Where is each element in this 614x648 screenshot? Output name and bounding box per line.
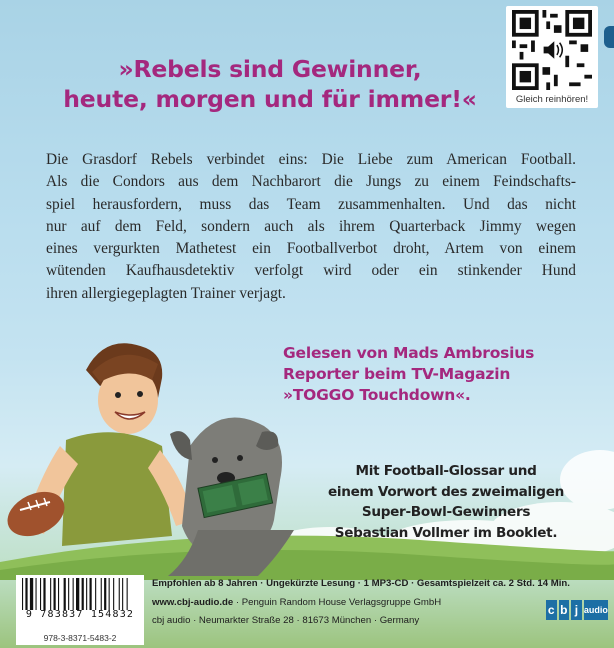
barcode-bar	[40, 578, 41, 610]
logo-audio: audio	[584, 600, 608, 620]
barcode-bar	[82, 578, 84, 610]
barcode-bar	[36, 578, 37, 610]
barcode-bar	[68, 578, 69, 610]
qr-code-block[interactable]	[506, 6, 598, 108]
barcode-bar	[54, 578, 56, 610]
bonus-content-info	[296, 461, 596, 543]
bonus-line: einem Vorwort des zweimaligen	[327, 483, 565, 500]
headline-quote	[40, 54, 500, 114]
bonus-line: Sebastian Vollmer im Booklet.	[334, 524, 558, 541]
barcode-bar	[86, 578, 87, 610]
synopsis-line: ihren allergiegeplagten Trainer verjagt.	[46, 284, 286, 302]
bonus-line: Super-Bowl-Gewinners	[361, 504, 531, 520]
product-details: Empfohlen ab 8 Jahren · Ungekürzte Lesung · 1 MP3-CD · Gesamtspielzeit ca. 2 Std. 14 Min.	[152, 578, 570, 589]
narrator-info	[283, 343, 583, 406]
isbn-number: 978-3-8371-5483-2	[43, 633, 117, 643]
website-link[interactable]: www.cbj-audio.de	[152, 597, 234, 608]
cover-edge-tab	[604, 26, 614, 48]
barcode-bar	[25, 578, 27, 610]
barcode-bar	[113, 578, 114, 610]
logo-letter-b: b	[559, 600, 570, 620]
headline-line-2: heute, morgen und für immer!«	[63, 85, 477, 113]
synopsis-line: Die Grasdorf Rebels verbindet eins: Die Liebe zum American Football.	[46, 151, 576, 168]
barcode-bar	[58, 578, 59, 610]
headline-line-1: »Rebels sind Gewinner,	[118, 55, 422, 83]
synopsis-line: wütenden Kaufhausdetektiv verfolgt wird oder ein stinkender Hund	[46, 262, 576, 280]
publisher-address: cbj audio · Neumarkter Straße 28 · 81673 München · Germany	[152, 615, 420, 626]
publisher-name: · Penguin Random House Verlagsgruppe GmbH	[233, 597, 442, 608]
barcode-bar	[95, 578, 96, 610]
barcode-bar	[64, 578, 66, 610]
cbj-audio-logo	[546, 598, 608, 622]
barcode-bar	[73, 578, 74, 610]
barcode-bar	[50, 578, 51, 610]
barcode-bar	[104, 578, 106, 610]
narrator-line: »TOGGO Touchdown«.	[283, 386, 471, 404]
qr-code-icon	[512, 10, 592, 90]
barcode-digits: 9 783837 154832	[25, 609, 135, 620]
barcode-bar	[101, 578, 102, 610]
publisher-line	[152, 597, 441, 608]
barcode-bar	[127, 578, 128, 610]
synopsis-line: Als die Condors aus dem Nachbarort die Jungs zu einem Feindschafts-	[46, 173, 576, 191]
barcode-bar	[43, 578, 45, 610]
barcode-bar	[109, 578, 110, 610]
synopsis-line: eines vergurkten Mathetest ein Footballverbot droht, Artem von einem	[46, 240, 576, 258]
synopsis-paragraph	[46, 149, 576, 305]
boy-illustration	[0, 343, 194, 546]
barcode-bar	[122, 578, 123, 610]
narrator-line: Gelesen von Mads Ambrosius	[283, 344, 535, 362]
narrator-line: Reporter beim TV-Magazin	[283, 365, 511, 383]
qr-caption: Gleich reinhören!	[515, 94, 589, 105]
barcode-bar	[22, 578, 23, 610]
barcode-bar	[90, 578, 92, 610]
barcode-bar	[30, 578, 33, 610]
speaker-icon	[541, 39, 564, 62]
logo-letter-c: c	[546, 600, 557, 620]
synopsis-line: spiel herausfordern, muss das Team zusammenhalten. Und das nicht	[46, 195, 576, 213]
barcode-bar	[119, 578, 120, 610]
logo-letter-j: j	[571, 600, 582, 620]
barcode-bars	[20, 578, 140, 612]
ean-barcode	[16, 575, 144, 645]
barcode-bar	[76, 578, 79, 610]
bonus-line: Mit Football-Glossar und	[355, 463, 537, 479]
synopsis-line: nur auf dem Feld, sondern auch als ihrem Quarterback Jimmy wegen	[46, 217, 576, 235]
